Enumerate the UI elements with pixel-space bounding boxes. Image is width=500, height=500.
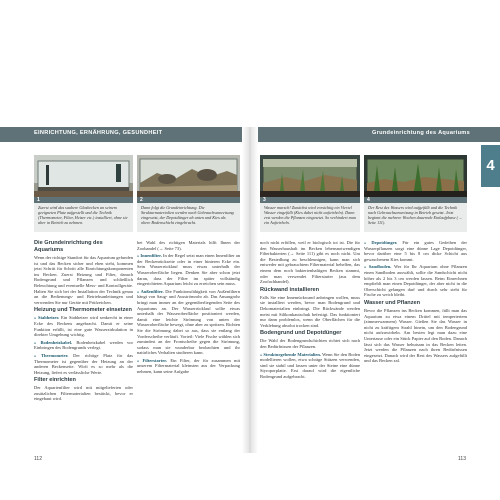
run-in-heading: » Außenfilter.: [137, 288, 166, 294]
paragraph-text: Ein Stabheizer wird senkrecht in einer Ecke des Beckens angebracht. Damit er seine Funktion erfüllt, ist eine gute Wasserzirkulation in direkter Umgebung wichtig.: [34, 315, 133, 338]
body-paragraph: [260, 295, 360, 329]
running-header-right: [258, 127, 500, 142]
run-in-heading: » Stabheizer.: [34, 315, 61, 321]
paragraph-text: In der Regel setzt man einen Innenfilter an der Beckenrückseite oder in einer hinteren Ecke ein. Sein Wasserrücklauf muss etwas unterhalb der Wasseroberfläche liegen. Denken Sie aber schon jetzt daran, dass der Filter im später vollständig eingerichteten Aquarium leicht zu erreichen sein muss.: [137, 253, 240, 287]
body-paragraph: [260, 352, 360, 380]
photo-caption-4: Der Rest des Wassers wird aufgefüllt und die Technik nach Gebrauchsanweisung in Betrieb gesetzt. Jetzt beginnt die mehrere Wochen dauernde Einlaufphase (→ Seite 111).: [364, 203, 467, 232]
section-heading: Wasser und Pflanzen: [364, 299, 421, 306]
section-heading: Heizung und Thermometer einsetzen: [34, 307, 132, 314]
paragraph-text: Wenn der richtige Standort für das Aquarium gefunden ist und das Becken sicher und eben steht, kommen jetzt Schritt für Schritt alle Einrichtungskomponenten ins Becken. Zuerst Heizung und Filter, danach Bodengrund und Pflanzen und schließlich Beleuchtung und eventuelle Mess- und Kontrollgeräte. Halten Sie sich bei der Installation der Technik genau an die Bedienungs- und Betriebsanleitungen und verwenden Sie nur Geräte mit Prüfzeichen.: [34, 255, 133, 305]
photo-number-1: 1: [34, 197, 133, 204]
body-paragraph: [137, 253, 240, 287]
chapter-tab: 4: [481, 145, 500, 187]
section-heading: Bodengrund und Depotdünger: [260, 330, 342, 337]
paragraph-text: Der richtige Platz für das Thermometer ist gegenüber der Heizung an der anderen Beckenseite. Wirft es so mehr als die Heizung, liefert es verlässliche Werte.: [34, 352, 133, 375]
text-column-2: [137, 240, 240, 448]
body-paragraph: [34, 385, 133, 402]
text-column-4: [364, 240, 467, 448]
section-heading: Die Grundeinrichtung des Aquariums: [34, 240, 103, 253]
run-in-heading: » Depotdünger.: [364, 240, 403, 245]
body-paragraph: [34, 340, 133, 351]
paragraph-text: noch nicht erfüllen, weil er biologisch tot ist. Die für den Wasserhaushalt im Becken lebensnotwendigen Filterbakterien (→ Seite 111) gibt es noch nicht. Um die Besiedlung zu beschleunigen, kann man sich entweder mit gebrauchtem Filtermaterial behelfen, das einem dem noch bakterienhaltigen Becken stammt, oder man verwendet Filterstarter (aus dem Zoofachhandel).: [260, 240, 360, 285]
body-paragraph: [137, 240, 240, 251]
paragraph-text: Wer für Ihr Aquarium ohne Pflanzen einen Sandboden auswählt, sollte die Sandschicht nicht höher als 2 bis 3 cm werden lassen. Beim Einrechnen empfiehlt man einen Depotdünger, der aber nicht in die Oberschicht gelangen darf und durch sehr steht für Fische zu weich bleibt.: [364, 264, 467, 298]
body-paragraph: [364, 264, 467, 298]
body-paragraph: [364, 240, 467, 262]
photo-step-4: [364, 155, 467, 197]
running-header-left-text: EINRICHTUNG, ERNÄHRUNG, GESUNDHEIT: [34, 130, 163, 136]
paragraph-text: Für ein gutes Gedeihen der Wasserpflanzen sorgt eine dünne Lage Depotdünger, bevor darüber eine 5 bis 8 cm dicke Schicht aus gewaschenem Kies kommt.: [364, 240, 467, 262]
photo-step-3: [260, 155, 360, 197]
photo-caption-2: Dann folgt die Grundeinrichtung. Die Strukturmaterialien werden nach Gebrauchsanweisung eingesetzt, der Depotdünger ab unten und Kies als obere Bodenschicht eingebracht.: [137, 203, 240, 232]
page-number-left: 112: [34, 456, 42, 462]
paragraph-text: Wenn Sie den Boden modellieren wollen, etwa schräge Stützen verwenden, sind sie stabil und lassen unter der Steine eine dünne Styroporplatte. Erst darauf wird die eigentliche Bodengrund aufgebracht.: [260, 351, 360, 379]
body-paragraph: [34, 255, 133, 305]
paragraph-text: Bodenheizkabel werden vor Einbringen des Bodengrunds verlegt.: [34, 339, 133, 351]
run-in-heading: » Innenfilter.: [137, 253, 164, 259]
section-heading: Rückwand installieren: [260, 286, 320, 293]
run-in-heading: » Strukturgebende Materialien.: [260, 351, 323, 357]
running-header-right-text: Grundeinrichtung des Aquariums: [372, 130, 470, 136]
run-in-heading: » Filterstarter.: [137, 357, 171, 363]
body-paragraph: [137, 358, 240, 375]
paragraph-text: Die Funktionsfähigkeit von Außenfiltern hängt von Saug- und Ausströmrohr ab. Das Ansaugrohr bringt man immer an der gegenüberliegenden Seite des Aquariums an. Der Wasserrücklauf sollte etwas unterhalb der Wasseroberfläche positioniert werden, damit eine leichte Strömung von unten der Wasseroberfläche bewegt, ohne aber zu spritzen. Richten Sie die Strömung dabei so aus, dass sie entlang der Vorderscheibe verläuft. Vorteil: Viele Fische wählen sich zumindest an der Frontscheibe gegen die Strömung, sodass man sie wunderbar beobachten und ihr natürliches Verhalten studieren kann.: [137, 288, 240, 356]
photo-step-1: [34, 155, 133, 197]
run-in-heading: » Sandboden.: [364, 264, 394, 270]
body-paragraph: [364, 308, 467, 364]
text-column-3: [260, 240, 360, 448]
text-column-1: [34, 240, 133, 448]
running-header-left: [0, 127, 242, 142]
paragraph-text: bei Wahl des richtigen Materials hilft Ihnen der Zoohandel (→ Seite 73).: [137, 240, 240, 251]
photo-number-2: 2: [137, 197, 240, 204]
run-in-heading: » Bodenheizkabel.: [34, 339, 77, 345]
body-paragraph: [34, 353, 133, 375]
paragraph-text: Bevor die Pflanzen ins Becken kommen, füllt man das Aquarium zu etwa einem Drittel mit temperiertem (zimmerwarmem) Wasser. Gießen Sie das Wasser in nicht zu kräftigem Strahl hinein, um den Bodengrund nicht aufzuwirbeln. Am besten legt man dazu eine Untertasse oder ein Stück Papier auf den Boden. Danach lässt sich das Wasser behutsam in das Becken leiten. Jetzt werden die Pflanzen nach ihren Bedürfnissen eingesetzt. Danach wird der Rest des Wassers aufgefüllt und das Becken zal.: [364, 307, 467, 364]
book-gutter: [242, 127, 258, 453]
photo-caption-1: Zuerst wird das saubere Glasbecken an seinem geeigneten Platz aufgestellt und die Technik (Thermometer, Filter, Heizer etc.) installiert, ohne sie aber in Betrieb zu nehmen.: [34, 203, 133, 232]
photo-number-3: 3: [260, 197, 360, 204]
body-paragraph: [260, 338, 360, 349]
body-paragraph: [34, 315, 133, 337]
section-heading: Filter einrichten: [34, 377, 76, 384]
run-in-heading: » Thermometer.: [34, 352, 74, 358]
paragraph-text: Die Wahl der Bodengrundschichten richtet sich nach den Bedürfnissen der Pflanzen.: [260, 338, 360, 349]
paragraph-text: Ein Filter, der für zusammen mit unserem Filtermaterial kleinsten aus der Verpackung nehmen, kann seine Aufgabe: [137, 357, 240, 375]
photo-caption-3: Wasser marsch! Zunächst wird vorsichtig ein Viertel Wasser eingefüllt (Kies dabei nicht aufwirbeln). Dann erst werden die Pflanzen eingesetzt. So verhindert man ein Aufwirbeln.: [260, 203, 360, 232]
photo-step-2: [137, 155, 240, 197]
body-paragraph: [260, 240, 360, 285]
paragraph-text: Falls Sie eine Innenrückwand anbringen wollen, muss sie installiert werden, bevor man Bodengrund und Dekomaterialien einbringt. Die Rückwände werden meist mit Silikonkautschuk befestigt. Das funktioniert nur dann problemlos, wenn die Oberflächen für die Verklebung absolut trocken sind.: [260, 294, 360, 328]
photo-number-4: 4: [364, 197, 467, 204]
page-number-right: 113: [458, 456, 466, 462]
body-paragraph: [137, 289, 240, 356]
paragraph-text: Der Aquarienfilter wird mit mitgelieferten oder zusätzlichen Filtermaterialien bestückt, bevor er eingebaut wird.: [34, 385, 133, 402]
